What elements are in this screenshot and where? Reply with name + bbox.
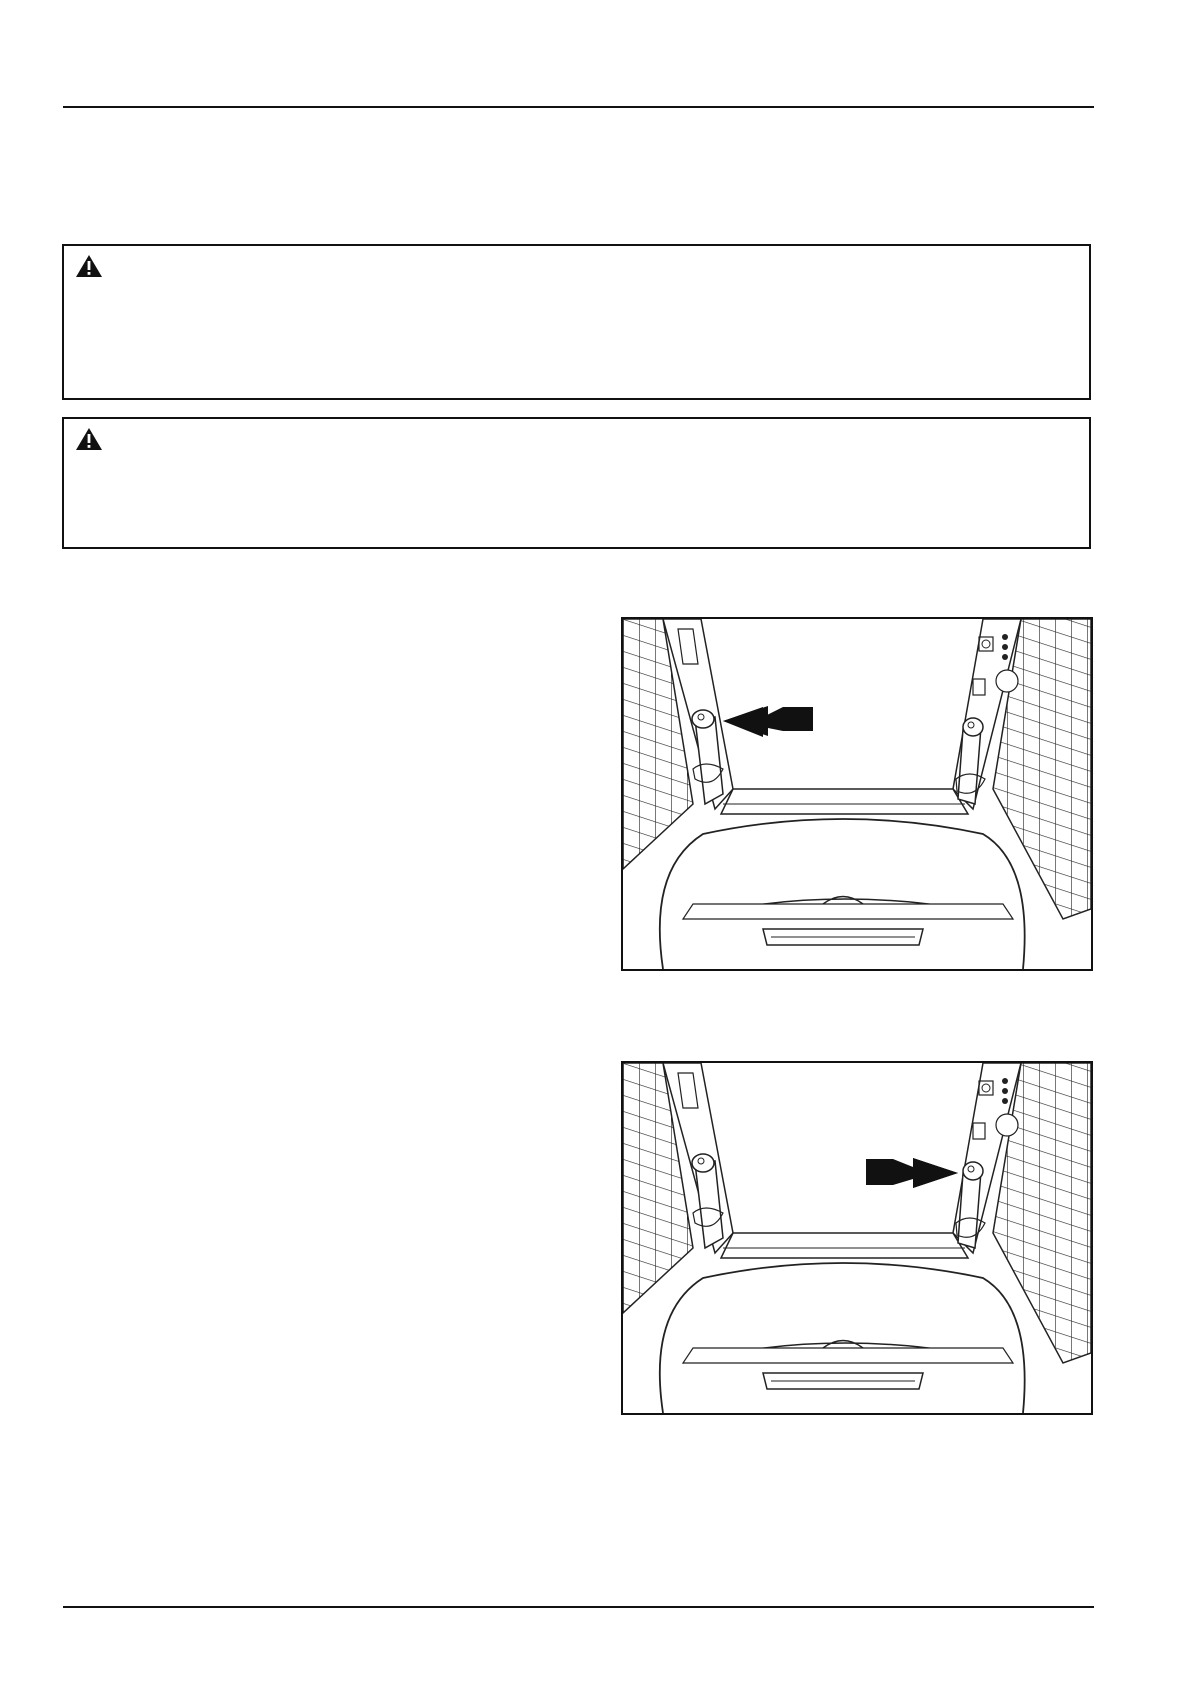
warning-triangle-icon	[75, 254, 103, 278]
cab-illustration	[623, 1063, 1091, 1413]
warning-box-2	[62, 417, 1091, 549]
operator-seat	[660, 1263, 1025, 1413]
figure-cab-right-lever	[621, 1061, 1093, 1415]
warning-triangle-icon	[75, 427, 103, 451]
cab-illustration	[623, 619, 1091, 969]
warning-box-1	[62, 244, 1091, 400]
operator-seat	[660, 819, 1025, 969]
header-rule	[63, 106, 1094, 108]
figure-cab-left-lever	[621, 617, 1093, 971]
footer-rule	[63, 1606, 1094, 1608]
